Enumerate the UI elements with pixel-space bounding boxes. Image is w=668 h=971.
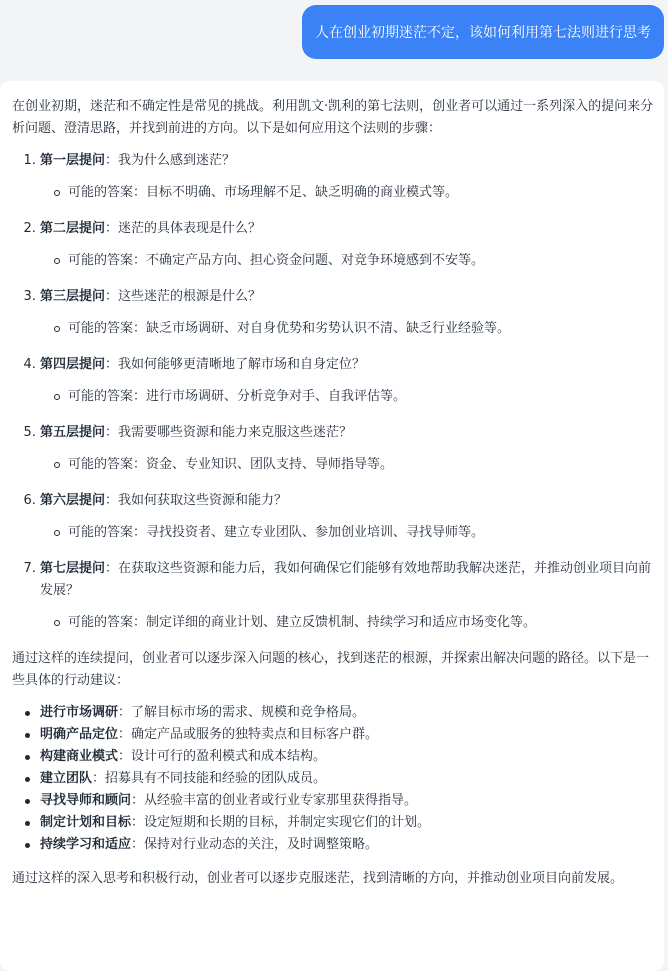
step-question: ：我如何能够更清晰地了解市场和自身定位？ xyxy=(105,357,366,372)
step-answer: 可能的答案：资金、专业知识、团队支持、导师指导等。 xyxy=(68,454,654,476)
action-label: 建立团队 xyxy=(40,771,93,786)
action-item xyxy=(40,702,654,724)
question-steps-list xyxy=(12,150,654,634)
step-question: ：这些迷茫的根源是什么？ xyxy=(105,289,262,304)
step-item xyxy=(40,490,654,544)
step-label: 第四层提问 xyxy=(40,357,106,372)
action-text: ：了解目标市场的需求、规模和竞争格局。 xyxy=(118,705,366,720)
action-label: 进行市场调研 xyxy=(40,705,119,720)
assistant-answer xyxy=(0,81,664,971)
action-item xyxy=(40,768,654,790)
step-label: 第三层提问 xyxy=(40,289,106,304)
answer-intro: 在创业初期，迷茫和不确定性是常见的挑战。利用凯文·凯利的第七法则，创业者可以通过一系列深入的提问来分析问题、澄清思路，并找到前进的方向。以下是如何应用这个法则的步骤： xyxy=(12,99,654,136)
action-text: ：设计可行的盈利模式和成本结构。 xyxy=(118,749,327,764)
action-text: ：从经验丰富的创业者或行业专家那里获得指导。 xyxy=(131,793,418,808)
step-label: 第六层提问 xyxy=(40,493,106,508)
step-answer: 可能的答案：寻找投资者、建立专业团队、参加创业培训、寻找导师等。 xyxy=(68,522,654,544)
action-text: ：设定短期和长期的目标，并制定实现它们的计划。 xyxy=(131,815,431,830)
step-question: ：我如何获取这些资源和能力？ xyxy=(105,493,288,508)
step-answer: 可能的答案：制定详细的商业计划、建立反馈机制、持续学习和适应市场变化等。 xyxy=(68,612,654,634)
step-label: 第七层提问 xyxy=(40,561,106,576)
step-question: ：我为什么感到迷茫？ xyxy=(105,153,236,168)
action-item xyxy=(40,834,654,856)
answer-conclusion: 通过这样的深入思考和积极行动，创业者可以逐步克服迷茫，找到清晰的方向，并推动创业项目向前发展。 xyxy=(12,871,624,886)
step-answer: 可能的答案：进行市场调研、分析竞争对手、自我评估等。 xyxy=(68,386,654,408)
answer-middle: 通过这样的连续提问，创业者可以逐步深入问题的核心，找到迷茫的根源，并探索出解决问题的路径。以下是一些具体的行动建议： xyxy=(12,651,650,688)
step-item xyxy=(40,218,654,272)
action-text: ：确定产品或服务的独特卖点和目标客户群。 xyxy=(118,727,379,742)
action-item xyxy=(40,746,654,768)
step-item xyxy=(40,286,654,340)
action-label: 制定计划和目标 xyxy=(40,815,132,830)
action-item xyxy=(40,790,654,812)
action-label: 明确产品定位 xyxy=(40,727,119,742)
action-item xyxy=(40,724,654,746)
user-message-bubble: 人在创业初期迷茫不定，该如何利用第七法则进行思考 xyxy=(302,5,664,59)
step-label: 第一层提问 xyxy=(40,153,106,168)
step-item xyxy=(40,422,654,476)
step-question: ：在获取这些资源和能力后，我如何确保它们能够有效地帮助我解决迷茫，并推动创业项目向前发展？ xyxy=(40,561,652,598)
step-item xyxy=(40,558,654,634)
action-text: ：保持对行业动态的关注，及时调整策略。 xyxy=(131,837,379,852)
step-answer: 可能的答案：缺乏市场调研、对自身优势和劣势认识不清、缺乏行业经验等。 xyxy=(68,318,654,340)
step-question: ：我需要哪些资源和能力来克服这些迷茫？ xyxy=(105,425,353,440)
step-question: ：迷茫的具体表现是什么？ xyxy=(105,221,262,236)
action-label: 寻找导师和顾问 xyxy=(40,793,132,808)
step-item xyxy=(40,150,654,204)
step-answer: 可能的答案：目标不明确、市场理解不足、缺乏明确的商业模式等。 xyxy=(68,182,654,204)
action-text: ：招募具有不同技能和经验的团队成员。 xyxy=(92,771,327,786)
step-label: 第五层提问 xyxy=(40,425,106,440)
action-item xyxy=(40,812,654,834)
action-label: 构建商业模式 xyxy=(40,749,119,764)
step-label: 第二层提问 xyxy=(40,221,106,236)
action-label: 持续学习和适应 xyxy=(40,837,132,852)
step-item xyxy=(40,354,654,408)
action-suggestions-list xyxy=(12,702,654,856)
step-answer: 可能的答案：不确定产品方向、担心资金问题、对竞争环境感到不安等。 xyxy=(68,250,654,272)
